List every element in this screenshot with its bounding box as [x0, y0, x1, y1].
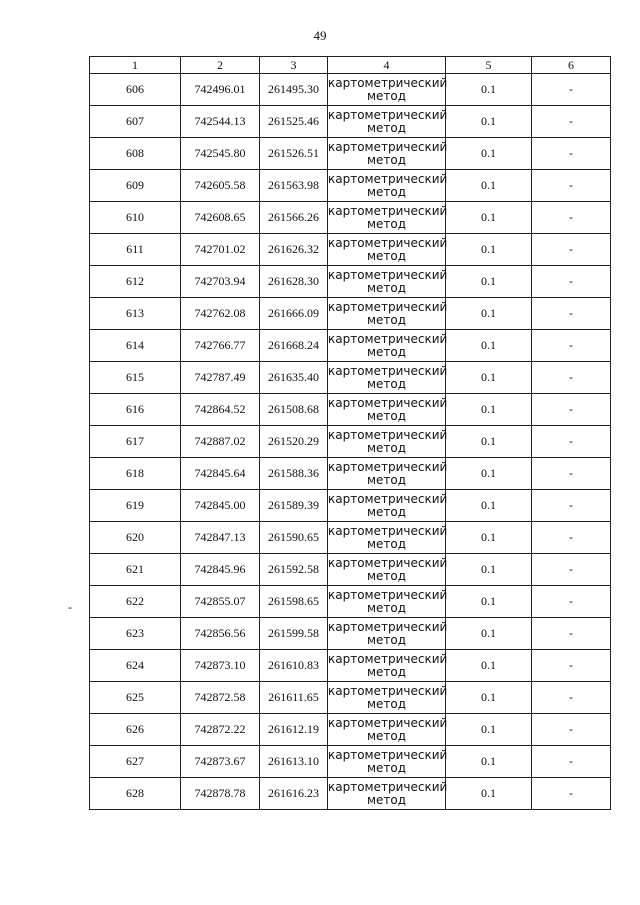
accuracy-cell: 0.1	[446, 682, 532, 714]
note-cell: -	[532, 650, 611, 682]
table-row	[90, 202, 611, 234]
method-cell	[328, 714, 446, 746]
method-line-1: картометрический	[328, 395, 448, 410]
method-line-1: картометрический	[328, 139, 448, 154]
x-coordinate-cell: 742872.22	[181, 714, 260, 746]
point-number-cell: 628	[90, 778, 181, 810]
note-cell: -	[532, 778, 611, 810]
y-coordinate-cell: 261508.68	[260, 394, 328, 426]
y-coordinate-cell: 261610.83	[260, 650, 328, 682]
note-cell: -	[532, 554, 611, 586]
method-line-2: метод	[366, 760, 407, 775]
note-cell: -	[532, 298, 611, 330]
x-coordinate-cell: 742787.49	[181, 362, 260, 394]
y-coordinate-cell: 261520.29	[260, 426, 328, 458]
method-cell	[328, 426, 446, 458]
method-line-1: картометрический	[328, 555, 448, 570]
method-line-1: картометрический	[328, 363, 448, 378]
accuracy-cell: 0.1	[446, 522, 532, 554]
accuracy-cell: 0.1	[446, 458, 532, 490]
table-row	[90, 554, 611, 586]
header-col-4: 4	[328, 57, 446, 74]
accuracy-cell: 0.1	[446, 618, 532, 650]
method-line-2: метод	[366, 600, 407, 615]
note-cell: -	[532, 362, 611, 394]
y-coordinate-cell: 261495.30	[260, 74, 328, 106]
header-col-2: 2	[181, 57, 260, 74]
point-number-cell: 609	[90, 170, 181, 202]
y-coordinate-cell: 261628.30	[260, 266, 328, 298]
method-line-2: метод	[366, 408, 407, 423]
note-cell: -	[532, 682, 611, 714]
table-row	[90, 522, 611, 554]
method-line-2: метод	[366, 664, 407, 679]
note-cell: -	[532, 138, 611, 170]
table-row	[90, 394, 611, 426]
method-line-2: метод	[366, 344, 407, 359]
y-coordinate-cell: 261526.51	[260, 138, 328, 170]
method-line-1: картометрический	[328, 171, 448, 186]
method-line-1: картометрический	[328, 299, 448, 314]
note-cell: -	[532, 458, 611, 490]
point-number-cell: 623	[90, 618, 181, 650]
table-row	[90, 458, 611, 490]
point-number-cell: 621	[90, 554, 181, 586]
method-cell	[328, 330, 446, 362]
method-line-2: метод	[366, 696, 407, 711]
point-number-cell: 606	[90, 74, 181, 106]
table-row	[90, 778, 611, 810]
point-number-cell: 615	[90, 362, 181, 394]
method-cell	[328, 778, 446, 810]
method-line-2: метод	[366, 504, 407, 519]
x-coordinate-cell: 742847.13	[181, 522, 260, 554]
accuracy-cell: 0.1	[446, 266, 532, 298]
method-line-2: метод	[366, 184, 407, 199]
note-cell: -	[532, 618, 611, 650]
header-row	[90, 57, 611, 74]
method-line-2: метод	[366, 248, 407, 263]
y-coordinate-cell: 261616.23	[260, 778, 328, 810]
method-line-1: картометрический	[328, 683, 448, 698]
x-coordinate-cell: 742845.64	[181, 458, 260, 490]
note-cell: -	[532, 202, 611, 234]
point-number-cell: 608	[90, 138, 181, 170]
table-row	[90, 330, 611, 362]
point-number-cell: 618	[90, 458, 181, 490]
method-line-1: картометрический	[328, 459, 448, 474]
accuracy-cell: 0.1	[446, 202, 532, 234]
method-line-2: метод	[366, 88, 407, 103]
method-line-1: картометрический	[328, 651, 448, 666]
table-row	[90, 650, 611, 682]
y-coordinate-cell: 261525.46	[260, 106, 328, 138]
table-row	[90, 682, 611, 714]
note-cell: -	[532, 330, 611, 362]
point-number-cell: 607	[90, 106, 181, 138]
table-row	[90, 746, 611, 778]
note-cell: -	[532, 266, 611, 298]
page-number: 49	[313, 28, 327, 43]
note-cell: -	[532, 714, 611, 746]
method-line-1: картометрический	[328, 75, 448, 90]
method-cell	[328, 170, 446, 202]
y-coordinate-cell: 261635.40	[260, 362, 328, 394]
x-coordinate-cell: 742873.67	[181, 746, 260, 778]
method-line-1: картометрический	[328, 523, 448, 538]
accuracy-cell: 0.1	[446, 138, 532, 170]
y-coordinate-cell: 261563.98	[260, 170, 328, 202]
x-coordinate-cell: 742856.56	[181, 618, 260, 650]
point-number-cell: 625	[90, 682, 181, 714]
table-row	[90, 490, 611, 522]
x-coordinate-cell: 742703.94	[181, 266, 260, 298]
accuracy-cell: 0.1	[446, 394, 532, 426]
x-coordinate-cell: 742864.52	[181, 394, 260, 426]
method-line-1: картометрический	[328, 267, 448, 282]
point-number-cell: 614	[90, 330, 181, 362]
y-coordinate-cell: 261588.36	[260, 458, 328, 490]
note-cell: -	[532, 234, 611, 266]
x-coordinate-cell: 742701.02	[181, 234, 260, 266]
point-number-cell: 622	[90, 586, 181, 618]
method-cell	[328, 362, 446, 394]
x-coordinate-cell: 742872.58	[181, 682, 260, 714]
note-cell: -	[532, 74, 611, 106]
note-cell: -	[532, 586, 611, 618]
x-coordinate-cell: 742545.80	[181, 138, 260, 170]
table-row	[90, 74, 611, 106]
accuracy-cell: 0.1	[446, 490, 532, 522]
header-col-6: 6	[532, 57, 611, 74]
method-cell	[328, 554, 446, 586]
table-row	[90, 618, 611, 650]
table-row	[90, 586, 611, 618]
y-coordinate-cell: 261589.39	[260, 490, 328, 522]
table-row	[90, 106, 611, 138]
method-line-2: метод	[366, 280, 407, 295]
point-number-cell: 624	[90, 650, 181, 682]
method-cell	[328, 458, 446, 490]
method-line-1: картометрический	[328, 779, 448, 794]
accuracy-cell: 0.1	[446, 74, 532, 106]
method-line-2: метод	[366, 536, 407, 551]
y-coordinate-cell: 261612.19	[260, 714, 328, 746]
method-line-1: картометрический	[328, 747, 448, 762]
method-line-1: картометрический	[328, 491, 448, 506]
method-line-2: метод	[366, 376, 407, 391]
accuracy-cell: 0.1	[446, 586, 532, 618]
method-line-1: картометрический	[328, 235, 448, 250]
header-col-5: 5	[446, 57, 532, 74]
method-line-1: картометрический	[328, 619, 448, 634]
accuracy-cell: 0.1	[446, 714, 532, 746]
method-line-2: метод	[366, 216, 407, 231]
accuracy-cell: 0.1	[446, 746, 532, 778]
accuracy-cell: 0.1	[446, 554, 532, 586]
table-row	[90, 362, 611, 394]
method-line-2: метод	[366, 472, 407, 487]
x-coordinate-cell: 742496.01	[181, 74, 260, 106]
accuracy-cell: 0.1	[446, 298, 532, 330]
accuracy-cell: 0.1	[446, 362, 532, 394]
y-coordinate-cell: 261599.58	[260, 618, 328, 650]
note-cell: -	[532, 746, 611, 778]
method-cell	[328, 74, 446, 106]
stray-mark: -	[68, 600, 72, 614]
table-row	[90, 266, 611, 298]
method-line-2: метод	[366, 728, 407, 743]
method-line-2: метод	[366, 568, 407, 583]
accuracy-cell: 0.1	[446, 330, 532, 362]
method-line-1: картометрический	[328, 107, 448, 122]
method-cell	[328, 586, 446, 618]
header-col-1: 1	[90, 57, 181, 74]
accuracy-cell: 0.1	[446, 234, 532, 266]
x-coordinate-cell: 742766.77	[181, 330, 260, 362]
method-line-1: картометрический	[328, 715, 448, 730]
point-number-cell: 620	[90, 522, 181, 554]
point-number-cell: 611	[90, 234, 181, 266]
note-cell: -	[532, 490, 611, 522]
accuracy-cell: 0.1	[446, 426, 532, 458]
method-cell	[328, 522, 446, 554]
method-line-2: метод	[366, 152, 407, 167]
table-row	[90, 426, 611, 458]
note-cell: -	[532, 522, 611, 554]
method-line-1: картометрический	[328, 587, 448, 602]
table-row	[90, 714, 611, 746]
x-coordinate-cell: 742762.08	[181, 298, 260, 330]
x-coordinate-cell: 742887.02	[181, 426, 260, 458]
method-line-2: метод	[366, 120, 407, 135]
y-coordinate-cell: 261666.09	[260, 298, 328, 330]
table-row	[90, 170, 611, 202]
point-number-cell: 626	[90, 714, 181, 746]
x-coordinate-cell: 742845.00	[181, 490, 260, 522]
point-number-cell: 610	[90, 202, 181, 234]
method-cell	[328, 106, 446, 138]
coordinates-table	[89, 56, 611, 810]
note-cell: -	[532, 106, 611, 138]
method-cell	[328, 650, 446, 682]
method-line-1: картометрический	[328, 331, 448, 346]
y-coordinate-cell: 261611.65	[260, 682, 328, 714]
table-row	[90, 138, 611, 170]
method-cell	[328, 298, 446, 330]
y-coordinate-cell: 261626.32	[260, 234, 328, 266]
x-coordinate-cell: 742845.96	[181, 554, 260, 586]
point-number-cell: 612	[90, 266, 181, 298]
method-line-2: метод	[366, 312, 407, 327]
header-col-3: 3	[260, 57, 328, 74]
x-coordinate-cell: 742608.65	[181, 202, 260, 234]
method-cell	[328, 394, 446, 426]
method-cell	[328, 682, 446, 714]
note-cell: -	[532, 394, 611, 426]
x-coordinate-cell: 742878.78	[181, 778, 260, 810]
y-coordinate-cell: 261566.26	[260, 202, 328, 234]
method-cell	[328, 490, 446, 522]
x-coordinate-cell: 742855.07	[181, 586, 260, 618]
y-coordinate-cell: 261590.65	[260, 522, 328, 554]
method-cell	[328, 618, 446, 650]
point-number-cell: 613	[90, 298, 181, 330]
note-cell: -	[532, 426, 611, 458]
method-cell	[328, 234, 446, 266]
note-cell: -	[532, 170, 611, 202]
point-number-cell: 619	[90, 490, 181, 522]
y-coordinate-cell: 261668.24	[260, 330, 328, 362]
y-coordinate-cell: 261598.65	[260, 586, 328, 618]
table-body	[90, 74, 611, 810]
method-line-2: метод	[366, 792, 407, 807]
method-cell	[328, 202, 446, 234]
point-number-cell: 616	[90, 394, 181, 426]
accuracy-cell: 0.1	[446, 650, 532, 682]
method-cell	[328, 266, 446, 298]
method-line-1: картометрический	[328, 427, 448, 442]
method-cell	[328, 138, 446, 170]
table-row	[90, 298, 611, 330]
y-coordinate-cell: 261613.10	[260, 746, 328, 778]
point-number-cell: 617	[90, 426, 181, 458]
method-cell	[328, 746, 446, 778]
y-coordinate-cell: 261592.58	[260, 554, 328, 586]
method-line-2: метод	[366, 632, 407, 647]
method-line-2: метод	[366, 440, 407, 455]
accuracy-cell: 0.1	[446, 170, 532, 202]
x-coordinate-cell: 742544.13	[181, 106, 260, 138]
accuracy-cell: 0.1	[446, 778, 532, 810]
accuracy-cell: 0.1	[446, 106, 532, 138]
table-row	[90, 234, 611, 266]
method-line-1: картометрический	[328, 203, 448, 218]
point-number-cell: 627	[90, 746, 181, 778]
x-coordinate-cell: 742873.10	[181, 650, 260, 682]
x-coordinate-cell: 742605.58	[181, 170, 260, 202]
